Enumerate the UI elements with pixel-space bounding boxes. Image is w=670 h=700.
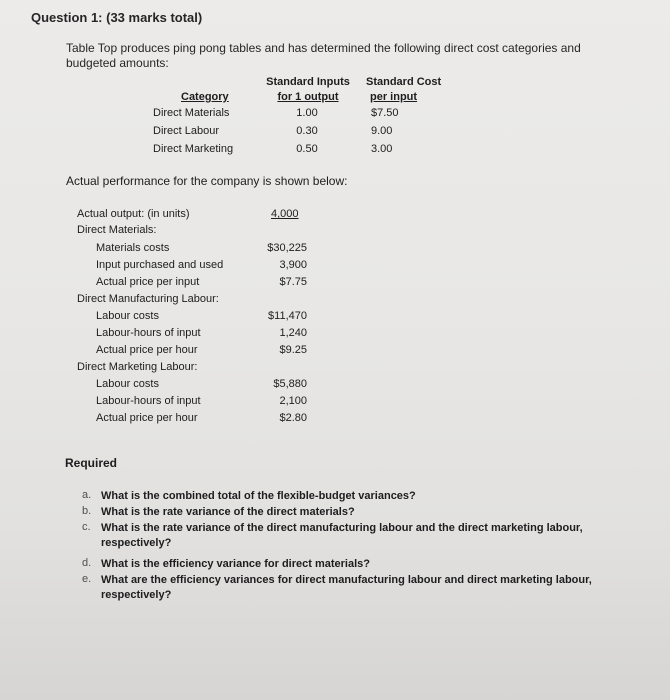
line-label: Labour costs [96,310,159,322]
required-item-letter: c. [82,521,91,533]
line-value: $11,470 [268,310,307,322]
line-label: Actual price per hour [96,412,198,424]
required-item-letter: d. [82,557,92,569]
required-item-text: What is the rate variance of the direct manufacturing labour and the direct marketing labour, respectively? [101,522,583,549]
header-cost-line1: Standard Cost [366,76,442,88]
line-value: 2,100 [279,395,307,407]
line-label: Input purchased and used [96,259,224,271]
line-value: $2.80 [279,412,307,424]
header-cost-line2: per input [370,91,418,103]
header-category: Category [181,91,229,103]
required-item-letter: a. [82,489,92,501]
line-label: Labour-hours of input [96,395,201,407]
row-cost: 9.00 [371,125,393,137]
required-item-text: What is the combined total of the flexible-budget variances? [101,490,416,502]
line-value: $30,225 [267,242,307,254]
line-value: 3,900 [279,259,307,271]
row-inputs: 0.50 [296,143,318,155]
row-inputs: 0.30 [296,125,318,137]
line-value: $7.75 [279,276,307,288]
required-item-text: What is the rate variance of the direct materials? [101,506,355,518]
row-category: Direct Materials [153,107,230,119]
question-intro: Table Top produces ping pong tables and has determined the following direct cost categories and budgeted amounts: [66,41,581,70]
header-inputs-line2: for 1 output [277,91,339,103]
row-inputs: 1.00 [296,107,318,119]
header-standard-cost [366,75,456,105]
actual-output-label: Actual output: (in units) [77,208,190,220]
row-category: Direct Labour [153,125,220,137]
section-heading-materials: Direct Materials: [77,224,157,236]
row-cost: 3.00 [371,143,393,155]
header-standard-inputs [258,75,358,105]
row-category: Direct Marketing [153,143,234,155]
question-title: Question 1: (33 marks total) [31,10,203,25]
row-cost: $7.50 [371,107,399,119]
line-label: Labour costs [96,378,159,390]
line-label: Materials costs [96,242,170,254]
required-item-letter: b. [82,505,92,517]
line-label: Actual price per input [96,276,200,288]
required-item-letter: e. [82,573,92,585]
actual-output-value: 4,000 [271,208,299,220]
section-heading-manufacturing-labour: Direct Manufacturing Labour: [77,293,219,305]
required-item-text: What are the efficiency variances for direct manufacturing labour and direct marketing labour, respectively? [101,574,592,601]
line-value: $5,880 [273,378,307,390]
required-heading: Required [65,456,118,470]
line-label: Actual price per hour [96,344,198,356]
section-heading-marketing-labour: Direct Marketing Labour: [77,361,198,373]
required-item-text: What is the efficiency variance for direct materials? [101,558,370,570]
header-inputs-line1: Standard Inputs [266,76,350,88]
line-value: $9.25 [279,344,307,356]
line-value: 1,240 [279,327,307,339]
line-label: Labour-hours of input [96,327,201,339]
actual-heading: Actual performance for the company is shown below: [66,174,348,188]
